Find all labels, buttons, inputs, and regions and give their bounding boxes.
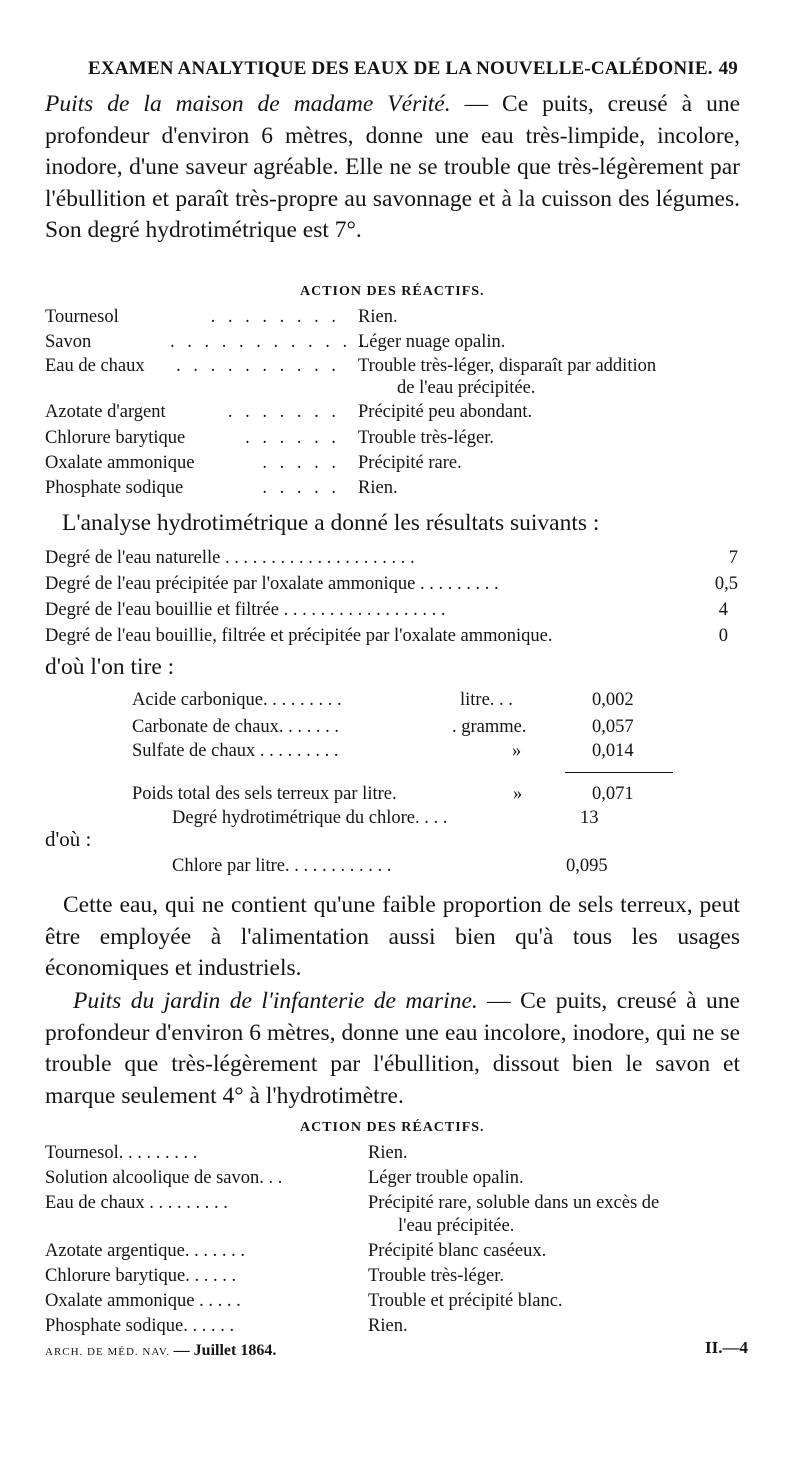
well2-text: — Ce puits, creusé à une profondeur d'environ 6 mètres, donne une eau incolore, inodore, qui ne se trouble que très-légèrement par l'ébullition, dissout bien le savon et marque seulement 4° à l'hydrotimètre. — [45, 988, 740, 1109]
reagent-result-continued: de l'eau précipitée. — [397, 378, 536, 398]
well2-reactions-title: ACTION DES RÉACTIFS. — [300, 1120, 485, 1135]
reagent-dots: . . . . . . — [245, 428, 340, 448]
reagent-result: Précipité rare. — [358, 453, 462, 473]
reagent-result: Trouble et précipité blanc. — [368, 1291, 563, 1311]
salt-unit: . gramme. — [452, 717, 527, 737]
reagent-name: Phosphate sodique. . . . . . — [45, 1316, 235, 1336]
reagent-name: Tournesol — [45, 307, 119, 327]
salt-value: 0,014 — [592, 741, 634, 761]
degree-value: 4 — [718, 600, 728, 620]
salt-name: Acide carbonique. . . . . . . . . — [132, 690, 342, 710]
reagent-name: Eau de chaux . . . . . . . . . — [45, 1193, 228, 1213]
salt-value: 0,002 — [592, 690, 634, 710]
reagent-result-continued: l'eau précipitée. — [398, 1216, 515, 1236]
salt-name: Sulfate de chaux . . . . . . . . . — [132, 741, 339, 761]
well2-title: Puits du jardin de l'infanterie de marine. — [73, 988, 478, 1014]
degree-label: Degré de l'eau bouillie, filtrée et précipitée par l'oxalate ammonique. — [45, 626, 553, 646]
reagent-result: Rien. — [358, 478, 398, 498]
reagent-name: Chlorure barytique — [45, 428, 186, 448]
salt-name: Carbonate de chaux. . . . . . . — [132, 717, 340, 737]
total-unit: » — [513, 784, 523, 804]
reagent-name: Chlorure barytique. . . . . . — [45, 1266, 237, 1286]
well1-paragraph — [45, 89, 740, 247]
reagent-name: Oxalate ammonique — [45, 453, 195, 473]
degree-value: 0 — [718, 626, 728, 646]
well1-text: — Ce puits, creusé à une profondeur d'environ 6 mètres, donne une eau très-limpide, incolore, inodore, d'une saveur agréable. Elle ne se trouble que très-légèrement par l'ébullition et paraît très-propre au savonnage et à la cuisson des légumes. Son degré hydrotimétrique est 7°. — [45, 91, 741, 243]
reagent-result: Précipité peu abondant. — [358, 402, 533, 422]
conclusion-paragraph: Cette eau, qui ne contient qu'une faible proportion de sels terreux, peut être employée à l'alimentation aussi bien qu'à tous les usages économiques et industriels. — [45, 892, 740, 981]
degree-label: Degré de l'eau naturelle . . . . . . . . . . . . . . . . . . . . . — [45, 548, 415, 568]
reagent-name: Savon — [45, 332, 92, 352]
reagent-dots: . . . . . . . . . . — [176, 356, 340, 376]
running-header — [88, 58, 738, 80]
reagent-result: Rien. — [368, 1143, 408, 1163]
well1-title: Puits de la maison de madame Vérité. — [45, 91, 451, 117]
signature-mark: II.—4 — [705, 1338, 748, 1357]
reagent-name: Azotate argentique. . . . . . . — [45, 1241, 246, 1261]
reagent-result: Trouble très-léger, disparaît par addition — [358, 356, 657, 376]
reagent-result: Trouble très-léger. — [358, 428, 494, 448]
reagent-name: Oxalate ammonique . . . . . — [45, 1291, 241, 1311]
well2-paragraph — [45, 986, 740, 1112]
degree-label: Degré de l'eau précipitée par l'oxalate ammonique . . . . . . . . . — [45, 574, 499, 594]
reagent-dots: . . . . . . . . — [210, 307, 340, 327]
sum-rule — [565, 772, 673, 773]
total-value: 0,071 — [592, 784, 634, 804]
salt-value: 0,057 — [592, 717, 634, 737]
degree-value: 7 — [728, 548, 738, 568]
reagent-result: Rien. — [358, 307, 398, 327]
chlore-label: Chlore par litre. . . . . . . . . . . . — [172, 856, 392, 876]
footer-journal — [45, 1342, 276, 1360]
chlore-degree-value: 13 — [580, 808, 599, 828]
chlore-degree-label: Degré hydrotimétrique du chlore. . . . — [172, 808, 448, 828]
reagent-result: Précipité blanc caséeux. — [368, 1241, 547, 1261]
reagent-name: Azotate d'argent — [45, 402, 166, 422]
reagent-dots: . . . . . — [262, 453, 340, 473]
reagent-result: Léger trouble opalin. — [368, 1168, 524, 1188]
salt-unit: » — [512, 741, 522, 761]
reagent-result: Trouble très-léger. — [368, 1266, 504, 1286]
reagent-name: Solution alcoolique de savon. . . — [45, 1168, 283, 1188]
analysis-intro: L'analyse hydrotimétrique a donné les résultats suivants : — [62, 510, 600, 536]
well1-reactions-title: ACTION DES RÉACTIFS. — [300, 284, 485, 299]
degree-value: 0,5 — [714, 574, 738, 594]
reagent-dots: . . . . . — [262, 478, 340, 498]
degree-label: Degré de l'eau bouillie et filtrée . . . . . . . . . . . . . . . . . . — [45, 600, 446, 620]
footer-date: — Juillet 1864. — [173, 1342, 277, 1359]
reagent-result: Léger nuage opalin. — [358, 332, 506, 352]
chlore-value: 0,095 — [566, 856, 608, 876]
reagent-dots: . . . . . . . . . . . . — [170, 332, 369, 352]
reagent-name: Phosphate sodique — [45, 478, 184, 498]
reagent-name: Tournesol. . . . . . . . . — [45, 1143, 198, 1163]
running-title: EXAMEN ANALYTIQUE DES EAUX DE LA NOUVELLE-CALÉDONIE. — [88, 58, 713, 79]
reagent-name: Eau de chaux — [45, 356, 145, 376]
page-number: 49 — [718, 58, 738, 79]
salt-unit: litre. . . — [460, 690, 513, 710]
reagent-result: Rien. — [368, 1316, 408, 1336]
reagent-dots: . . . . . . . — [227, 402, 340, 422]
dou: d'où : — [45, 827, 92, 851]
total-label: Poids total des sels terreux par litre. — [132, 784, 397, 804]
footer-journal-name: ARCH. DE MÉD. NAV. — [45, 1346, 171, 1358]
reagent-result: Précipité rare, soluble dans un excès de — [368, 1193, 660, 1213]
dou-tire: d'où l'on tire : — [45, 654, 175, 680]
